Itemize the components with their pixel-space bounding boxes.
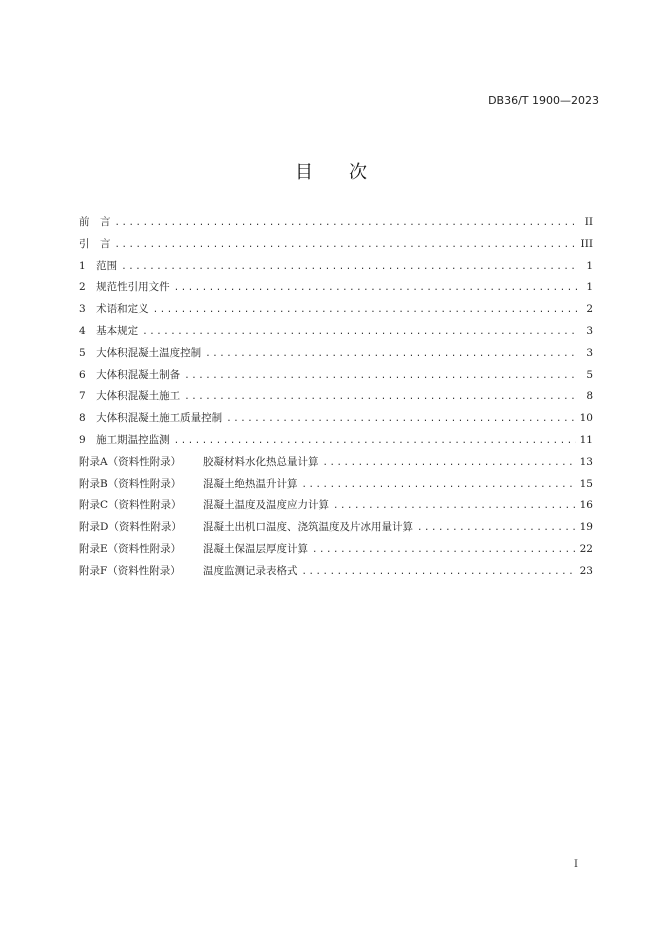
toc-entry-label: 4 基本规定 [79,324,139,337]
toc-leader-dots [205,344,579,366]
toc-leader-dots [115,235,577,257]
toc-appendix-c[interactable] [79,495,593,517]
toc-leader-dots [153,300,579,322]
toc-leader-dots [302,475,576,497]
appendix-label: 附录E（资料性附录） [79,542,182,555]
toc-entry-page: 1 [586,281,593,294]
toc-appendix-d[interactable] [79,517,593,539]
toc-entry-page: 3 [586,346,593,359]
appendix-title: 胶凝材料水化热总量计算 [203,455,319,468]
toc-leader-dots [302,562,576,584]
toc-entry-page: 1 [586,259,593,272]
appendix-title: 混凝土保温层厚度计算 [203,542,308,555]
toc-entry-8[interactable] [79,408,593,430]
toc-entry-4[interactable] [79,321,593,343]
toc-leader-dots [184,366,579,388]
toc-entry-foreword[interactable] [79,212,593,234]
toc-entry-label: 5 大体积混凝土温度控制 [79,346,202,359]
toc-entry-page: 2 [586,303,593,316]
toc-leader-dots [226,409,575,431]
appendix-title: 温度监测记录表格式 [203,564,298,577]
page-number: I [574,859,578,870]
toc-entry-page: II [584,216,593,228]
toc-leader-dots [142,322,579,344]
toc-entry-label: 前 言 [79,216,111,228]
toc-entry-page: 3 [586,324,593,337]
toc-leader-dots [121,257,579,279]
toc-entry-9[interactable] [79,430,593,452]
toc-entry-introduction[interactable] [79,234,593,256]
toc-entry-label: 7 大体积混凝土施工 [79,390,181,403]
toc-entry-page: 13 [579,455,593,468]
toc-entry-page: 10 [579,412,593,425]
toc-entry-label: 引 言 [79,237,111,250]
appendix-label: 附录C（资料性附录） [79,499,182,512]
toc-entry-2[interactable] [79,277,593,299]
appendix-label: 附录B（资料性附录） [79,477,182,490]
toc-appendix-e[interactable] [79,539,593,561]
appendix-label: 附录D（资料性附录） [79,521,182,534]
toc-leader-dots [323,453,576,475]
toc-entry-page: 16 [579,499,593,512]
toc-entry-page: 5 [586,368,593,381]
toc-entry-label: 1 范围 [79,259,118,272]
appendix-label: 附录F（资料性附录） [79,564,181,577]
toc-leader-dots [333,496,576,518]
toc-entry-page: 15 [579,477,593,490]
toc-entry-page: 22 [579,542,593,555]
toc-appendix-a[interactable] [79,452,593,474]
toc-entry-label: 2 规范性引用文件 [79,281,170,294]
toc-entry-page: 8 [586,390,593,403]
toc-entry-page: 11 [579,433,593,446]
page-title: 目次 [295,162,403,183]
toc-appendix-b[interactable] [79,474,593,496]
toc-entry-1[interactable] [79,256,593,278]
toc-entry-label: 6 大体积混凝土制备 [79,368,181,381]
appendix-label: 附录A（资料性附录） [79,455,182,468]
toc-entry-label: 9 施工期温控监测 [79,433,170,446]
toc-leader-dots [312,540,576,562]
toc-entry-6[interactable] [79,365,593,387]
toc-entry-5[interactable] [79,343,593,365]
appendix-title: 混凝土温度及温度应力计算 [203,499,329,512]
table-of-contents [79,212,593,583]
toc-leader-dots [417,518,576,540]
toc-entry-page: 23 [579,564,593,577]
toc-entry-label: 3 术语和定义 [79,303,149,316]
appendix-title: 混凝土出机口温度、浇筑温度及片冰用量计算 [203,521,413,534]
toc-entry-3[interactable] [79,299,593,321]
document-code: DB36/T 1900—2023 [488,94,599,107]
toc-leader-dots [174,278,579,300]
toc-entry-7[interactable] [79,386,593,408]
toc-leader-dots [115,213,580,235]
toc-entry-label: 8 大体积混凝土施工质量控制 [79,412,223,425]
toc-entry-page: III [580,237,593,250]
toc-leader-dots [174,431,576,453]
toc-entry-page: 19 [579,521,593,534]
toc-leader-dots [184,387,579,409]
appendix-title: 混凝土绝热温升计算 [203,477,298,490]
toc-appendix-f[interactable] [79,561,593,583]
